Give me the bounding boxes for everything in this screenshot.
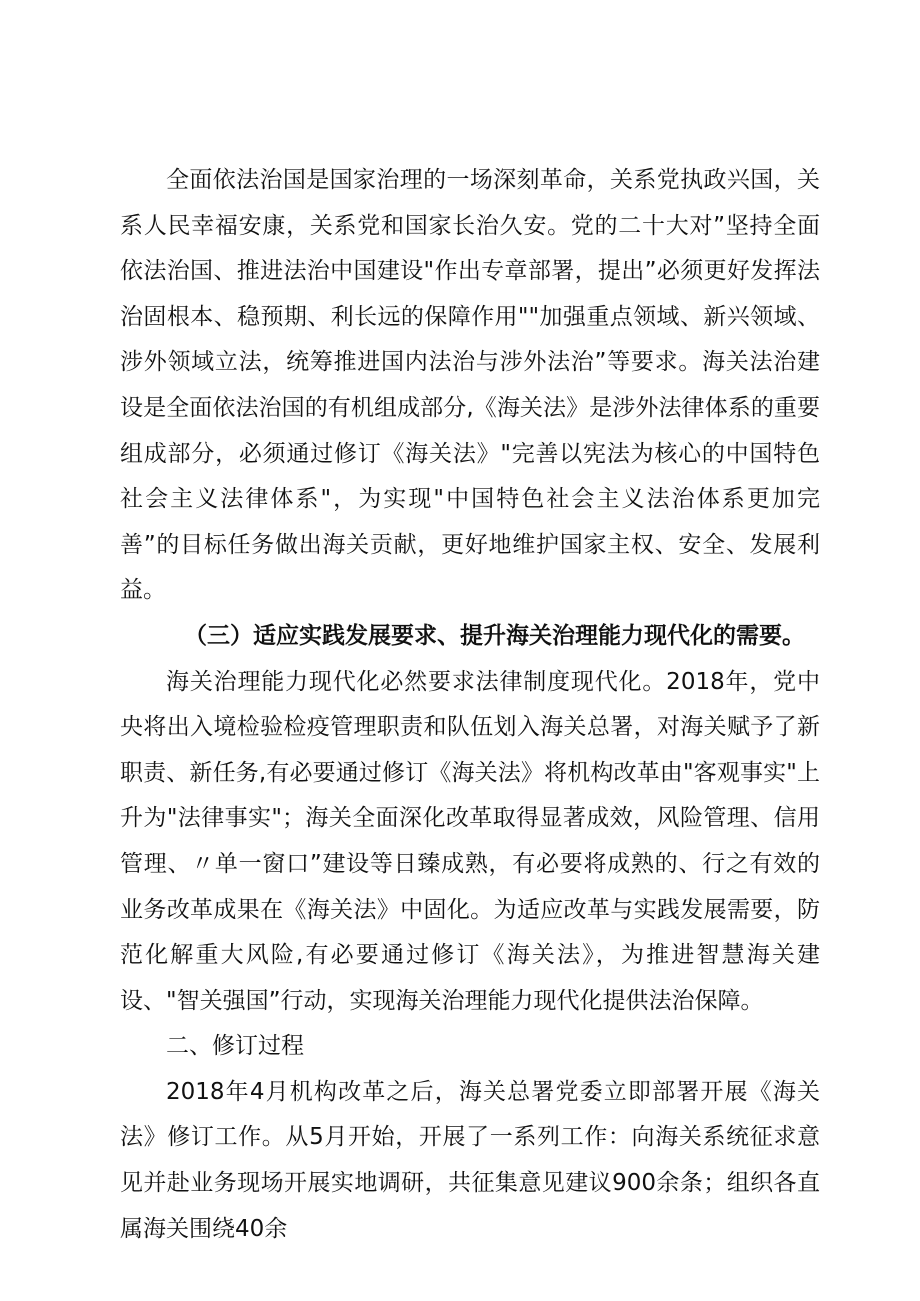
paragraph-governance-modernization: 海关治理能力现代化必然要求法律制度现代化。2018年，党中央将出入境检验检疫管理职责和队伍划入海关总署，对海关赋予了新职责、新任务,有必要通过修订《海关法》将机构改革由"客观事实"上升为"法律事实"；海关全面深化改革取得显著成效，风险管理、信用管理、〃单一窗口”建设等日臻成熟，有必要将成熟的、行之有效的业务改革成果在《海关法》中固化。为适应改革与实践发展需要，防范化解重大风险,有必要通过修订《海关法》，为推进智慧海关建设、"智关强国”行动，实现海关治理能力现代化提供法治保障。 <box>120 668 820 1014</box>
section-title-revision-process: 二、修订过程 <box>166 1033 304 1060</box>
paragraph-rule-of-law: 全面依法治国是国家治理的一场深刻革命，关系党执政兴国，关系人民幸福安康，关系党和国家长治久安。党的二十大对”坚持全面依法治国、推进法治中国建设"作出专章部署，提出”必须更好发挥法治固根本、稳预期、利长远的保障作用""加强重点领域、新兴领域、涉外领域立法，统筹推进国内法治与涉外法治”等要求。海关法治建设是全面依法治国的有机组成部分,《海关法》是涉外法律体系的重要组成部分，必须通过修订《海关法》"完善以宪法为核心的中国特色社会主义法律体系"，为实现"中国特色社会主义法治体系更加完善”的目标任务做出海关贡献，更好地维护国家主权、安全、发展利益。 <box>120 167 820 604</box>
section-heading-3: （三）适应实践发展要求、提升海关治理能力现代化的需要。 <box>184 622 805 649</box>
document-body <box>120 158 820 1252</box>
paragraph-revision-work: 2018年4月机构改革之后，海关总署党委立即部署开展《海关法》修订工作。从5月开始，开展了一系列工作：向海关系统征求意见并赴业务现场开展实地调研，共征集意见建议900余条；组织各直属海关围绕40余 <box>120 1078 820 1242</box>
